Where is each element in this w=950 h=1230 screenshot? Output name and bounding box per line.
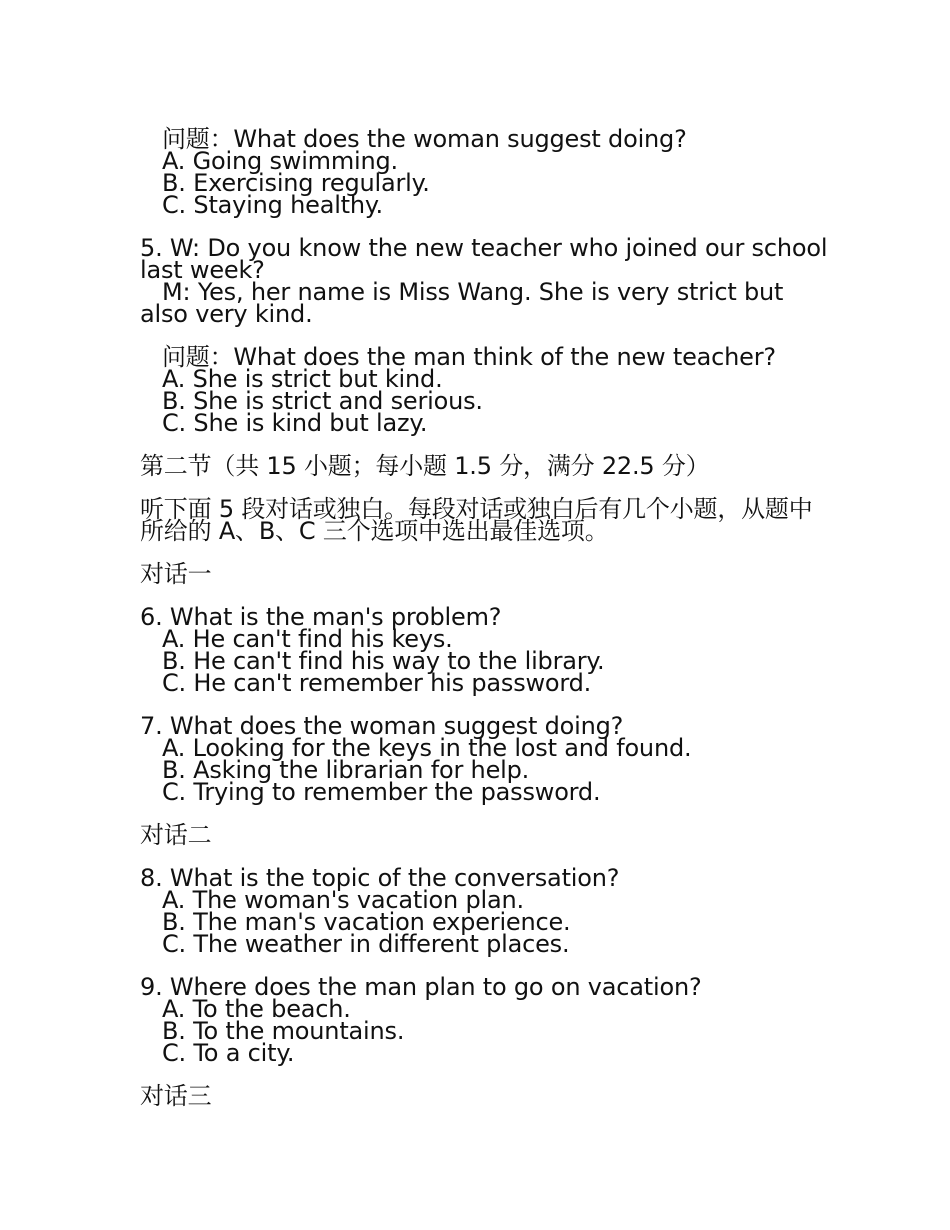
section-instructions: 听下面 5 段对话或独白。每段对话或独白后有几个小题，从题中所给的 A、B、C 三个选项中选出最佳选项。: [140, 495, 813, 545]
option-c: C. The weather in different places.: [162, 930, 570, 958]
option-a: A. The woman's vacation plan.: [162, 886, 524, 914]
option-a: A. She is strict but kind.: [162, 365, 443, 393]
dialogue-label: 对话二: [140, 821, 212, 849]
question-stem: 8. What is the topic of the conversation?: [140, 864, 620, 892]
question-stem: 6. What is the man's problem?: [140, 603, 502, 631]
option-a: A. He can't find his keys.: [162, 625, 453, 653]
option-c: C. Trying to remember the password.: [162, 778, 601, 806]
question-block-8: [140, 864, 830, 958]
question-stem: 7. What does the woman suggest doing?: [140, 712, 624, 740]
option-c: C. She is kind but lazy.: [162, 409, 428, 437]
dialogue-label: 对话一: [140, 560, 212, 588]
option-b: B. Asking the librarian for help.: [162, 756, 530, 784]
option-a: A. To the beach.: [162, 995, 351, 1023]
option-b: B. The man's vacation experience.: [162, 908, 571, 936]
option-b: B. Exercising regularly.: [162, 169, 430, 197]
question-block-9: [140, 973, 830, 1067]
option-c: C. To a city.: [162, 1039, 295, 1067]
question-block-6: [140, 603, 830, 697]
dialogue-label: 对话三: [140, 1082, 212, 1110]
question-block-4-tail: [140, 125, 830, 219]
document-page: [140, 125, 835, 1110]
option-a: A. Going swimming.: [162, 147, 398, 175]
option-c: C. Staying healthy.: [162, 191, 383, 219]
dialogue-line-man: M: Yes, her name is Miss Wang. She is very strict but also very kind.: [140, 278, 791, 328]
question-block-7: [140, 712, 830, 806]
question-prompt: 问题：What does the man think of the new teacher?: [162, 343, 776, 371]
question-block-5: [140, 234, 835, 437]
question-prompt: 问题：What does the woman suggest doing?: [162, 125, 687, 153]
dialogue-line-woman: 5. W: Do you know the new teacher who joined our school last week?: [140, 234, 835, 284]
option-b: B. To the mountains.: [162, 1017, 405, 1045]
section-heading: 第二节（共 15 小题；每小题 1.5 分，满分 22.5 分）: [140, 452, 710, 480]
option-b: B. She is strict and serious.: [162, 387, 483, 415]
option-c: C. He can't remember his password.: [162, 669, 592, 697]
question-stem: 9. Where does the man plan to go on vacation?: [140, 973, 702, 1001]
option-a: A. Looking for the keys in the lost and found.: [162, 734, 692, 762]
option-b: B. He can't find his way to the library.: [162, 647, 605, 675]
